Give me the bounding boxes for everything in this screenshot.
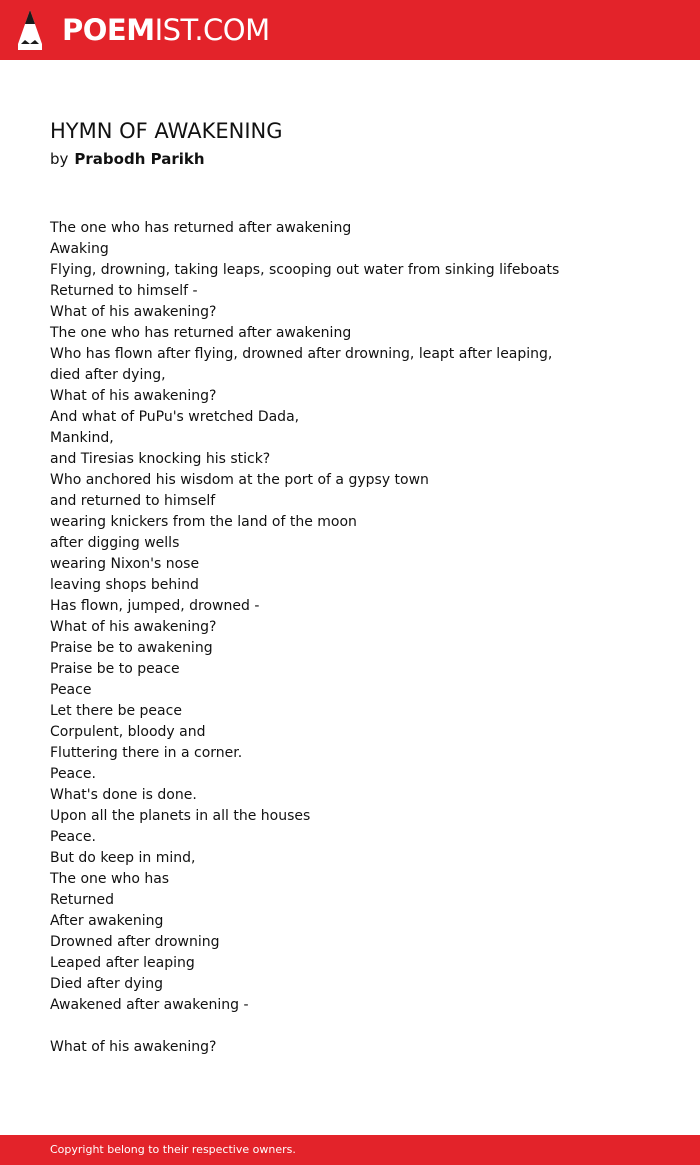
poem-line: Fluttering there in a corner. bbox=[50, 745, 243, 761]
poem-line: Who anchored his wisdom at the port of a gypsy town bbox=[50, 472, 429, 488]
site-logo[interactable] bbox=[62, 10, 270, 50]
poem-line: Who has flown after flying, drowned after drowning, leapt after leaping, bbox=[50, 346, 553, 362]
poem-line: Flying, drowning, taking leaps, scooping out water from sinking lifeboats bbox=[50, 262, 560, 278]
poem-line: What's done is done. bbox=[50, 787, 197, 803]
poem-line: Peace bbox=[50, 682, 92, 698]
poem-line: The one who has returned after awakening bbox=[50, 325, 352, 341]
poem-line: Awaking bbox=[50, 241, 109, 257]
by-label: by bbox=[50, 150, 69, 168]
poem-line: After awakening bbox=[50, 913, 164, 929]
poem-line: Leaped after leaping bbox=[50, 955, 195, 971]
poem-line: and returned to himself bbox=[50, 493, 216, 509]
poem-line: Returned to himself - bbox=[50, 283, 198, 299]
poem-line: wearing Nixon's nose bbox=[50, 556, 200, 572]
pencil-tip-icon[interactable] bbox=[18, 10, 42, 50]
poem-line: What of his awakening? bbox=[50, 619, 217, 635]
poem-line: What of his awakening? bbox=[50, 388, 217, 404]
logo-light-text: IST.COM bbox=[154, 13, 270, 47]
poem-line: And what of PuPu's wretched Dada, bbox=[50, 409, 300, 425]
poem-line: The one who has bbox=[50, 871, 170, 887]
poem-line: Peace. bbox=[50, 829, 96, 845]
poem-line: leaving shops behind bbox=[50, 577, 199, 593]
poem-line: Returned bbox=[50, 892, 114, 908]
poem-line: But do keep in mind, bbox=[50, 850, 196, 866]
poem-line: What of his awakening? bbox=[50, 1039, 217, 1055]
poem-line: after digging wells bbox=[50, 535, 180, 551]
poem-line: Upon all the planets in all the houses bbox=[50, 808, 311, 824]
site-header bbox=[0, 0, 700, 60]
poem-line: Drowned after drowning bbox=[50, 934, 220, 950]
poem-line: Let there be peace bbox=[50, 703, 182, 719]
poem-line: Praise be to awakening bbox=[50, 640, 213, 656]
poem-line bbox=[50, 1016, 610, 1037]
poem-title: HYMN OF AWAKENING bbox=[50, 119, 283, 143]
poem-line: Has flown, jumped, drowned - bbox=[50, 598, 260, 614]
poem-line: What of his awakening? bbox=[50, 304, 217, 320]
byline bbox=[50, 148, 205, 170]
poem-line: The one who has returned after awakening bbox=[50, 220, 352, 236]
copyright-text: Copyright belong to their respective owners. bbox=[50, 1143, 296, 1156]
poem-line: wearing knickers from the land of the moon bbox=[50, 514, 357, 530]
author-name: Prabodh Parikh bbox=[74, 150, 205, 168]
poem-line: died after dying, bbox=[50, 367, 166, 383]
poem-line: Praise be to peace bbox=[50, 661, 180, 677]
poem-line: Mankind, bbox=[50, 430, 114, 446]
poem-body bbox=[50, 218, 610, 1058]
poem-line: Corpulent, bloody and bbox=[50, 724, 206, 740]
poem-line: Died after dying bbox=[50, 976, 164, 992]
site-footer bbox=[0, 1135, 700, 1165]
poem-line: Awakened after awakening - bbox=[50, 997, 249, 1013]
logo-bold-text: POEM bbox=[62, 13, 155, 47]
poem-line: Peace. bbox=[50, 766, 96, 782]
poem-line: and Tiresias knocking his stick? bbox=[50, 451, 271, 467]
